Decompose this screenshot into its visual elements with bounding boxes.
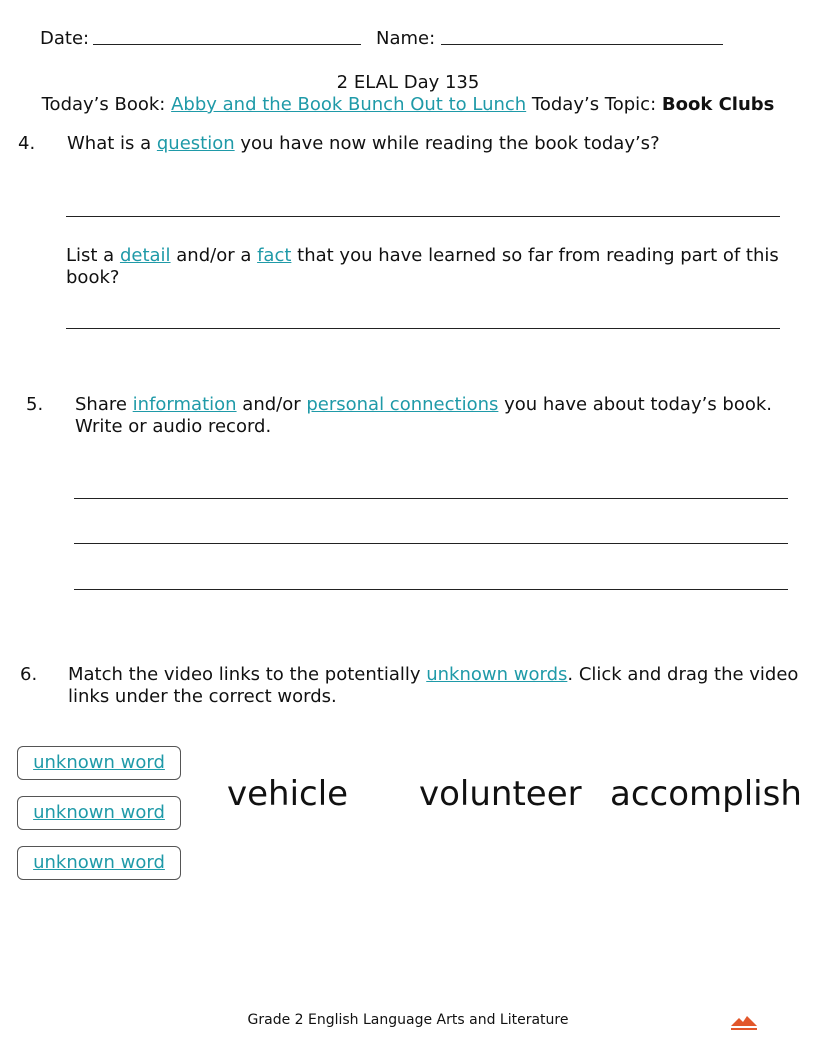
topic-prefix: Today’s Topic: bbox=[531, 94, 657, 115]
information-link[interactable]: information bbox=[132, 394, 237, 415]
answer-line-5c[interactable] bbox=[74, 589, 788, 590]
question-6-number: 6. bbox=[20, 664, 38, 685]
date-field[interactable] bbox=[93, 44, 361, 45]
detail-link[interactable]: detail bbox=[119, 245, 171, 266]
unknown-word-button-3[interactable] bbox=[17, 846, 181, 880]
answer-line-5b[interactable] bbox=[74, 543, 788, 544]
unknown-word-link-2[interactable]: unknown word bbox=[33, 802, 165, 823]
question-6-post: . Click and drag the video bbox=[567, 664, 799, 685]
unknown-word-button-1[interactable] bbox=[17, 746, 181, 780]
word-accomplish: accomplish bbox=[610, 774, 802, 814]
name-field[interactable] bbox=[441, 44, 723, 45]
question-6-prompt bbox=[68, 664, 798, 686]
answer-line-5a[interactable] bbox=[74, 498, 788, 499]
name-label: Name: bbox=[376, 28, 436, 49]
unknown-word-button-2[interactable] bbox=[17, 796, 181, 830]
question-link[interactable]: question bbox=[156, 133, 235, 154]
question-4-number: 4. bbox=[18, 133, 36, 154]
list-post: that you have learned so far from reading part of this bbox=[291, 245, 779, 266]
list-mid: and/or a bbox=[170, 245, 258, 266]
date-label: Date: bbox=[40, 28, 90, 49]
day-title: 2 ELAL Day 135 bbox=[336, 72, 480, 93]
question-5-number: 5. bbox=[26, 394, 44, 415]
unknown-word-link-3[interactable]: unknown word bbox=[33, 852, 165, 873]
question-5-line2: Write or audio record. bbox=[75, 416, 272, 437]
question-5-pre: Share bbox=[75, 394, 133, 415]
question-4-prompt bbox=[67, 133, 660, 155]
word-vehicle: vehicle bbox=[227, 774, 349, 814]
book-title-link[interactable]: Abby and the Book Bunch Out to Lunch bbox=[171, 94, 527, 115]
question-4-list-line2: book? bbox=[66, 267, 120, 288]
question-5-mid: and/or bbox=[236, 394, 307, 415]
answer-line-4b[interactable] bbox=[66, 328, 780, 329]
question-4-list-prompt bbox=[66, 245, 779, 267]
question-4-pre: What is a bbox=[67, 133, 157, 154]
unknown-word-link-1[interactable]: unknown word bbox=[33, 752, 165, 773]
book-line bbox=[0, 94, 816, 116]
question-4-post: you have now while reading the book today’s? bbox=[234, 133, 660, 154]
question-5-prompt bbox=[75, 394, 772, 416]
list-pre: List a bbox=[66, 245, 120, 266]
fact-link[interactable]: fact bbox=[257, 245, 292, 266]
answer-line-4a[interactable] bbox=[66, 216, 780, 217]
topic-value: Book Clubs bbox=[661, 94, 775, 115]
footer-text: Grade 2 English Language Arts and Literature bbox=[247, 1012, 569, 1028]
mountain-logo-icon bbox=[729, 1012, 759, 1032]
question-6-pre: Match the video links to the potentially bbox=[68, 664, 427, 685]
question-6-line2: links under the correct words. bbox=[68, 686, 337, 707]
unknown-words-link[interactable]: unknown words bbox=[426, 664, 568, 685]
personal-connections-link[interactable]: personal connections bbox=[306, 394, 499, 415]
question-5-post: you have about today’s book. bbox=[498, 394, 773, 415]
word-volunteer: volunteer bbox=[419, 774, 582, 814]
book-prefix: Today’s Book: bbox=[41, 94, 166, 115]
